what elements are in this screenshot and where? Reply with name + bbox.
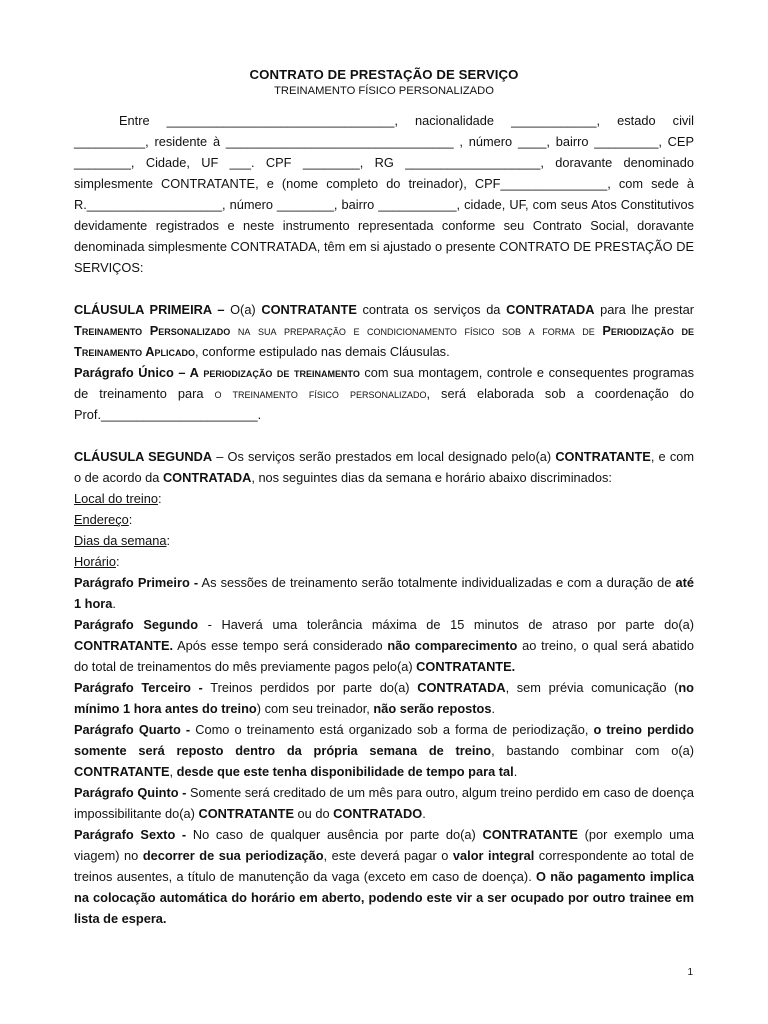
paragrafo-segundo	[74, 614, 694, 677]
text: .	[491, 701, 496, 716]
text: para lhe prestar	[594, 302, 694, 317]
treinamento-personalizado: Treinamento Personalizado	[74, 323, 231, 338]
text: .	[112, 596, 116, 611]
field-label: Local do treino	[74, 491, 158, 506]
emphasis: valor integral	[452, 848, 535, 863]
emphasis: o treino perdido somente será reposto dentro da própria semana de treino	[74, 722, 694, 758]
paragrafo-unico	[74, 362, 694, 425]
party-contratada: CONTRATADA	[506, 302, 595, 317]
text: .	[513, 764, 518, 779]
paragrafo-sexto	[74, 824, 694, 929]
text: Somente será creditado de um mês para outro, algum treino perdido em caso de doença impossibilitante do(a)	[74, 785, 694, 821]
field-horario	[74, 551, 694, 572]
text: ou do	[293, 806, 334, 821]
emphasis: CONTRATANTE.	[416, 659, 516, 674]
clausula-primeira	[74, 299, 694, 362]
page-number: 1	[687, 967, 693, 978]
clausula-primeira-heading: CLÁUSULA PRIMEIRA –	[74, 302, 225, 317]
field-colon: :	[166, 533, 171, 548]
emphasis: até 1 hora	[74, 575, 694, 611]
text: com sua montagem, controle e consequentes programas de treinamento para	[74, 365, 694, 401]
text: ) com seu treinador,	[256, 701, 374, 716]
party-contratada: CONTRATADA	[162, 470, 252, 485]
field-colon: :	[157, 491, 162, 506]
text: contrata os serviços da	[356, 302, 507, 317]
text: Como o treinamento está organizado sob a forma de periodização,	[190, 722, 594, 737]
emphasis: não comparecimento	[387, 638, 518, 653]
paragrafo-heading: Parágrafo Sexto -	[74, 827, 187, 842]
paragrafo-quinto	[74, 782, 694, 824]
paragrafo-terceiro	[74, 677, 694, 719]
text: ,	[169, 764, 177, 779]
field-endereco	[74, 509, 694, 530]
emphasis: no mínimo 1 hora antes do treino	[74, 680, 694, 716]
text: (por exemplo uma viagem) no	[74, 827, 694, 863]
paragrafo-heading: Parágrafo Segundo	[74, 617, 199, 632]
emphasis: CONTRATANTE	[198, 806, 294, 821]
text: , sem prévia comunicação (	[505, 680, 679, 695]
text: , será elaborada sob a coordenação do Prof.______________________.	[74, 386, 694, 422]
document-body	[74, 110, 694, 929]
paragrafo-heading: Parágrafo Quarto -	[74, 722, 191, 737]
paragrafo-primeiro	[74, 572, 694, 614]
document-subtitle: TREINAMENTO FÍSICO PERSONALIZADO	[274, 85, 494, 97]
text: ao treino, o qual será abatido do total de treinamentos do mês previamente pagos pelo(a)	[74, 638, 694, 674]
field-local-do-treino	[74, 488, 694, 509]
text: , conforme estipulado nas demais Cláusulas.	[194, 344, 450, 359]
party-contratante: CONTRATANTE	[261, 302, 357, 317]
intro-paragraph: Entre ________________________________, nacionalidade ____________, estado civil __________, residente à ________________________________ , número ____, bairro _________, CEP ________, Cidade, UF ___. CPF ________, RG ___________________, doravante denominado simplesmente CONTRATANTE, e (nome completo do treinador), CPF_______________, com sede à R.___________________, número ________, bairro ___________, cidade, UF, com seus Atos Constitutivos devidamente registrados e neste instrumento representada conforme seu Contrato Social, doravante denominada simplesmente CONTRATADA, têm em si ajustado o presente CONTRATO DE PRESTAÇÃO DE SERVIÇOS:	[74, 113, 694, 275]
text: , e com o de acordo da	[74, 449, 694, 485]
field-label: Dias da semana	[74, 533, 167, 548]
clausula-segunda-heading: CLÁUSULA SEGUNDA	[74, 449, 213, 464]
paragrafo-heading: Parágrafo Terceiro -	[74, 680, 203, 695]
paragrafo-unico-heading: Parágrafo Único – A	[74, 365, 199, 380]
paragrafo-heading: Parágrafo Primeiro -	[74, 575, 199, 590]
treinamento-fisico-personalizado: o treinamento físico personalizado	[214, 386, 427, 401]
text: O(a)	[224, 302, 262, 317]
periodizacao-de-treinamento: periodização de treinamento	[198, 365, 360, 380]
clausula-segunda	[74, 446, 694, 488]
text: Após esse tempo será considerado	[173, 638, 388, 653]
emphasis: CONTRATADO	[333, 806, 423, 821]
party-contratante: CONTRATANTE	[555, 449, 651, 464]
text: – Os serviços serão prestados em local designado pelo(a)	[212, 449, 556, 464]
emphasis: CONTRATANTE	[74, 764, 170, 779]
text: , bastando combinar com o(a)	[491, 743, 695, 758]
text: No caso de qualquer ausência por parte do(a)	[186, 827, 483, 842]
field-dias-da-semana	[74, 530, 694, 551]
emphasis: não serão repostos	[373, 701, 492, 716]
text: correspondente ao total de treinos ausentes, a título de manutenção da vaga (exceto em caso de doença).	[74, 848, 694, 884]
emphasis: CONTRATADA	[417, 680, 506, 695]
text: .	[422, 806, 426, 821]
field-label: Endereço	[74, 512, 129, 527]
field-colon: :	[128, 512, 133, 527]
field-colon: :	[115, 554, 120, 569]
paragrafo-quarto	[74, 719, 694, 782]
text: - Haverá uma tolerância máxima de 15 minutos de atraso por parte do(a)	[198, 617, 694, 632]
emphasis: decorrer de sua periodização	[142, 848, 324, 863]
emphasis: CONTRATANTE	[482, 827, 578, 842]
emphasis: CONTRATANTE.	[74, 638, 174, 653]
emphasis: O não pagamento implica na colocação automática do horário em aberto, podendo este vir a ser ocupado por outro trainee em lista de espera.	[74, 869, 694, 926]
paragrafo-heading: Parágrafo Quinto -	[74, 785, 187, 800]
document-title: CONTRATO DE PRESTAÇÃO DE SERVIÇO	[249, 67, 519, 82]
text: , este deverá pagar o	[323, 848, 453, 863]
periodizacao-treinamento-aplicado: Periodização de Treinamento Aplicado	[74, 323, 695, 359]
emphasis: desde que este tenha disponibilidade de tempo para tal	[176, 764, 514, 779]
text: , nos seguintes dias da semana e horário abaixo discriminados:	[251, 470, 612, 485]
text: As sessões de treinamento serão totalmente individualizadas e com a duração de	[198, 575, 676, 590]
text: na sua preparação e condicionamento físico sob a forma de	[230, 323, 603, 338]
text: Treinos perdidos por parte do(a)	[202, 680, 418, 695]
field-label: Horário	[74, 554, 116, 569]
